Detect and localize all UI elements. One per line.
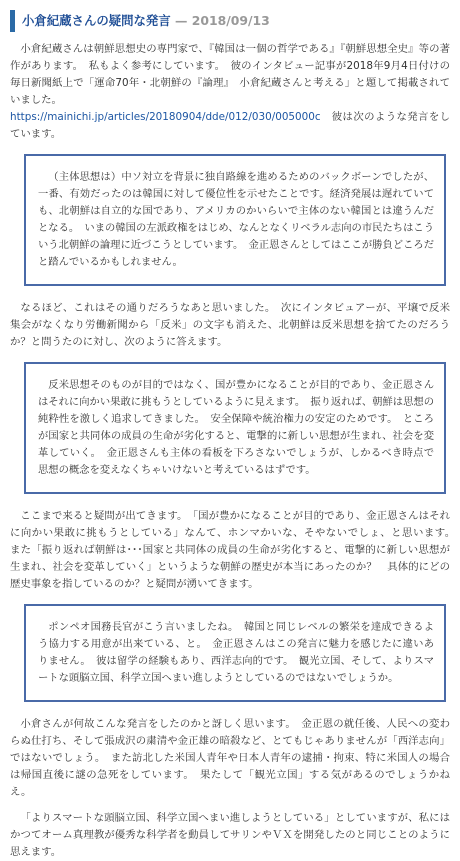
blockquote-1 [24,154,446,286]
article-url-link[interactable]: https://mainichi.jp/articles/20180904/dde/012/030/005000c [10,111,321,123]
blockquote-2-text: 反米思想そのものが目的ではなく、国が豊かになることが目的であり、金正恩さんはそれに向かい果敢に挑もうとしているように見えます。 振り返れば、朝鮮は思想の純粋性を激しく追求してきました。 安全保障や統治権力の安定のためです。 ところが国家と共同体の成員の生命が劣化すると、電撃的に新しい思想が生まれ、社会を変革していく。 金正恩さんも主体の看板を下ろさないでしょうが、しかるべき時点で思想の概念を変えなくちゃいけないと考えているはずです。 [38,379,434,476]
paragraph-3 [10,508,460,593]
intro-text: 小倉紀蔵さんは朝鮮思想史の専門家で、『韓国は一個の哲学である』『朝鮮思想全史』等の著作があります。 私もよく参考にしています。 彼のインタビュー記事が2018年9月4日付けの毎日新聞紙上で「運命70年・北朝鮮の『論理』 小倉紀蔵さんと考える」と題して掲載されていました。 [10,43,450,106]
paragraph-2 [10,300,450,351]
paragraph-4 [10,716,450,801]
blockquote-3 [24,604,446,702]
paragraph-4-text: 小倉さんが何故こんな発言をしたのかと訝しく思います。 金正恩の就任後、人民への変わらぬ仕打ち、そして張成沢の粛清や金正雄の暗殺など、とてもじゃありませんが「西洋志向」ではないでしょう。 また訪北した米国人青年や日本人青年の逮捕・拘束、特に米国人の場合は帰国直後に謎の急死をしています。 果たして「観光立国」する気があるのでしょうかねえ。 [10,718,450,798]
post-date: 2018/09/13 [191,13,270,28]
paragraph-5 [10,810,450,861]
paragraph-5-text: 「よりスマートな頭脳立国、科学立国へまい進しようとしている」としていますが、私にはかつてオーム真理教が優秀な科学者を動員してサリンやＶＸを開発したのと同じことのように思えます。 [10,812,450,858]
blockquote-1-text: （主体思想は）中ソ対立を背景に独自路線を進めるためのバックボーンでしたが、一番、有効だったのは韓国に対して優位性を示せたことです。経済発展は遅れていても、北朝鮮は自立的な国であり、アメリカのかいらいで主体のない韓国とは違うんだとなる。 いまの韓国の左派政権をはじめ、なんとなくリベラル志向の市民たちはこういう北朝鮮の論理に近づこうとしています。 金正恩さんとしてはここが勝負どころだと踏んでいるかもしれません。 [38,171,434,268]
post-title-link[interactable]: 小倉紀蔵さんの疑問な発言 [22,13,171,28]
paragraph-2-text: なるほど、これはその通りだろうなあと思いました。 次にインタビュアーが、平壌で反米集会がなくなり労働新聞から「反米」の文字も消えた、北朝鮮は反米思想を捨てたのだろうか？と問うたのに対し、次のように答えます。 [10,302,450,348]
title-separator: — [170,13,192,28]
blockquote-2 [24,362,446,494]
intro-text-after: 彼は次のような発言をしています。 [10,111,450,140]
post-header [10,10,450,32]
paragraph-3-text: ここまで来ると疑問が出てきます。 「国が豊かになることが目的であり、金正恩さんはそれに向かい果敢に挑もうとしている」なんて、ホンマかいな、そやないでしょ、と思います。 また「振り返れば朝鮮は･･･国家と共同体の成員の生命が劣化すると、電撃的に新しい思想が生まれ、社会を変革していく」というような朝鮮の歴史が本当にあったのか？ 具体的にどの歴史事象を指しているのか？と疑問が湧いてきます。 [10,510,460,590]
paragraph-intro [10,41,450,143]
blockquote-3-text: ポンペオ国務長官がこう言いましたね。 韓国と同じレベルの繁栄を達成できるよう協力する用意が出来ている、と。 金正恩さんはこの発言に魅力を感じたに違いありません。 彼は留学の経験もあり、西洋志向的です。 観光立国、そして、よりスマートな頭脳立国、科学立国へまい進しようとしているのではないでしょうか。 [38,621,434,684]
